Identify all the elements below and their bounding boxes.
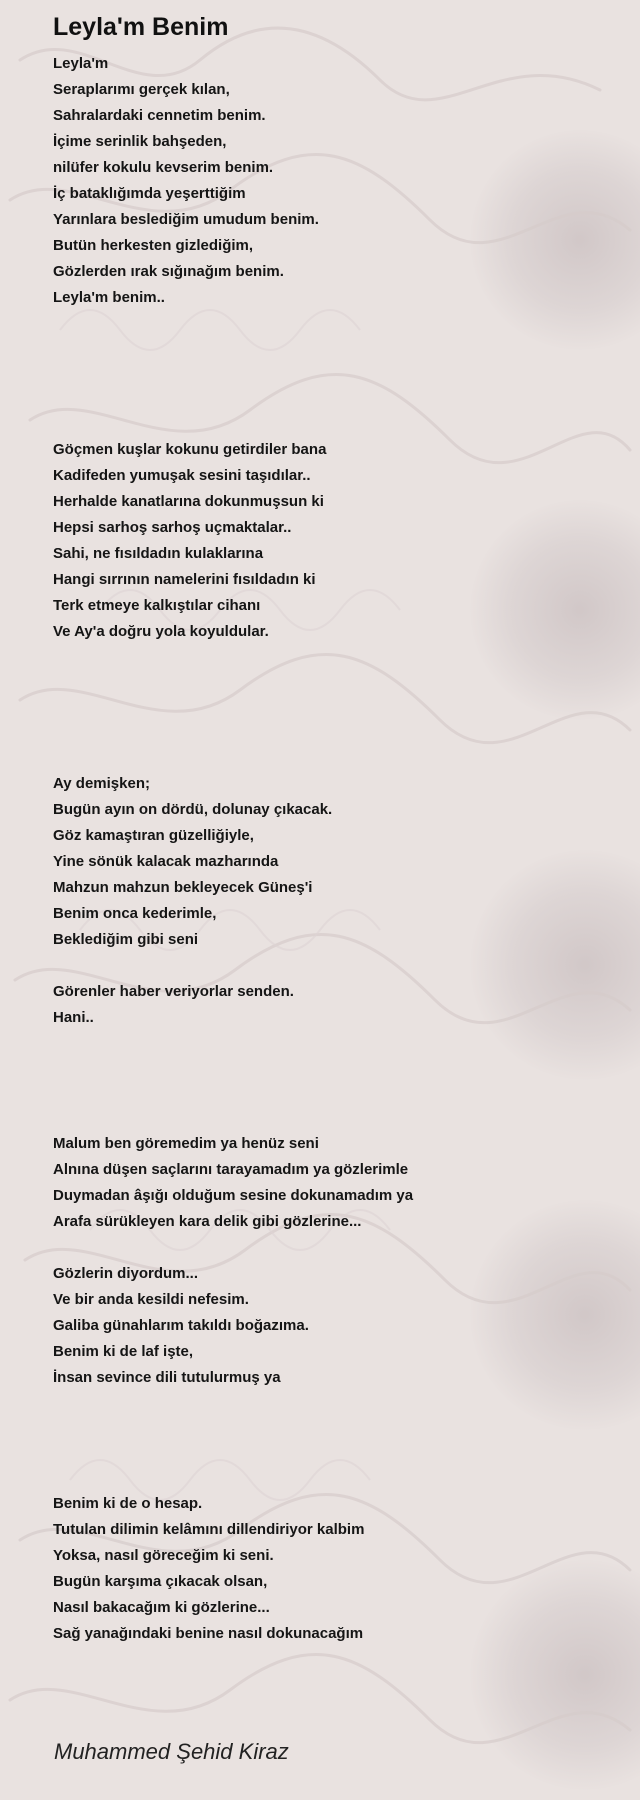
poem-title: Leyla'm Benim (53, 13, 229, 41)
poem-line: Ay demişken; (53, 775, 150, 792)
poem-line: Ve bir anda kesildi nefesim. (53, 1291, 249, 1308)
stanza-2 (53, 437, 326, 645)
poem-line: Ve Ay'a doğru yola koyuldular. (53, 623, 269, 640)
poem-line: Hani.. (53, 1009, 94, 1026)
poem-line: Göçmen kuşlar kokunu getirdiler bana (53, 441, 327, 458)
poem-line: Leyla'm (53, 55, 109, 72)
poem-line: Benim ki de o hesap. (53, 1495, 203, 1512)
background-blot (470, 500, 640, 720)
poem-line: Sağ yanağındaki benine nasıl dokunacağım (53, 1625, 364, 1642)
stanza-4 (53, 1131, 413, 1391)
stanza-5 (53, 1491, 364, 1647)
poem-line: Seraplarımı gerçek kılan, (53, 81, 230, 98)
background-blot (470, 130, 640, 350)
poem-author: Muhammed Şehid Kiraz (54, 1739, 289, 1764)
poem-line (53, 953, 332, 979)
poem-line: Gözlerin diyordum... (53, 1265, 199, 1282)
poem-line: Galiba günahlarım takıldı boğazıma. (53, 1317, 309, 1334)
poem-line: Görenler haber veriyorlar senden. (53, 983, 294, 1000)
poem-line: Sahralardaki cennetim benim. (53, 107, 266, 124)
poem-line: Yine sönük kalacak mazharında (53, 853, 279, 870)
poem-line: İç bataklığımda yeşerttiğim (53, 185, 246, 202)
poem-line: İnsan sevince dili tutulurmuş ya (53, 1369, 281, 1386)
poem-line: Butün herkesten gizlediğim, (53, 237, 254, 254)
background-blot (470, 1560, 640, 1790)
poem-line: Leyla'm benim.. (53, 289, 165, 306)
poem-line: nilüfer kokulu kevserim benim. (53, 159, 274, 176)
poem-line: Benim onca kederimle, (53, 905, 217, 922)
poem-line: Tutulan dilimin kelâmını dillendiriyor kalbim (53, 1521, 365, 1538)
poem-line: Kadifeden yumuşak sesini taşıdılar.. (53, 467, 311, 484)
background-blot (470, 850, 640, 1080)
poem-line: İçime serinlik bahşeden, (53, 133, 227, 150)
poem-line: Herhalde kanatlarına dokunmuşsun ki (53, 493, 324, 510)
background-blot (470, 1200, 640, 1430)
poem-line: Hepsi sarhoş sarhoş uçmaktalar.. (53, 519, 292, 536)
poem-line: Bugün ayın on dördü, dolunay çıkacak. (53, 801, 333, 818)
poem-line: Yoksa, nasıl göreceğim ki seni. (53, 1547, 274, 1564)
poem-line: Bugün karşıma çıkacak olsan, (53, 1573, 268, 1590)
poem-line: Sahi, ne fısıldadın kulaklarına (53, 545, 264, 562)
poem-line: Beklediğim gibi seni (53, 931, 199, 948)
poem-line: Mahzun mahzun bekleyecek Güneş'i (53, 879, 313, 896)
poem-line: Alnına düşen saçlarını tarayamadım ya gözlerimle (53, 1161, 409, 1178)
poem-line: Göz kamaştıran güzelliğiyle, (53, 827, 254, 844)
poem-line: Arafa sürükleyen kara delik gibi gözlerine... (53, 1213, 362, 1230)
stanza-3 (53, 771, 332, 1031)
poem-line: Gözlerden ırak sığınağım benim. (53, 263, 284, 280)
poem-line: Hangi sırrının namelerini fısıldadın ki (53, 571, 316, 588)
poem-line: Malum ben göremedim ya henüz seni (53, 1135, 319, 1152)
poem-line: Yarınlara beslediğim umudum benim. (53, 211, 319, 228)
poem-line: Benim ki de laf işte, (53, 1343, 194, 1360)
poem-line: Nasıl bakacağım ki gözlerine... (53, 1599, 270, 1616)
poem-line (53, 1235, 413, 1261)
poem-line: Terk etmeye kalkıştılar cihanı (53, 597, 261, 614)
stanza-1 (53, 51, 319, 311)
poem-line: Duymadan âşığı olduğum sesine dokunamadım ya (53, 1187, 414, 1204)
